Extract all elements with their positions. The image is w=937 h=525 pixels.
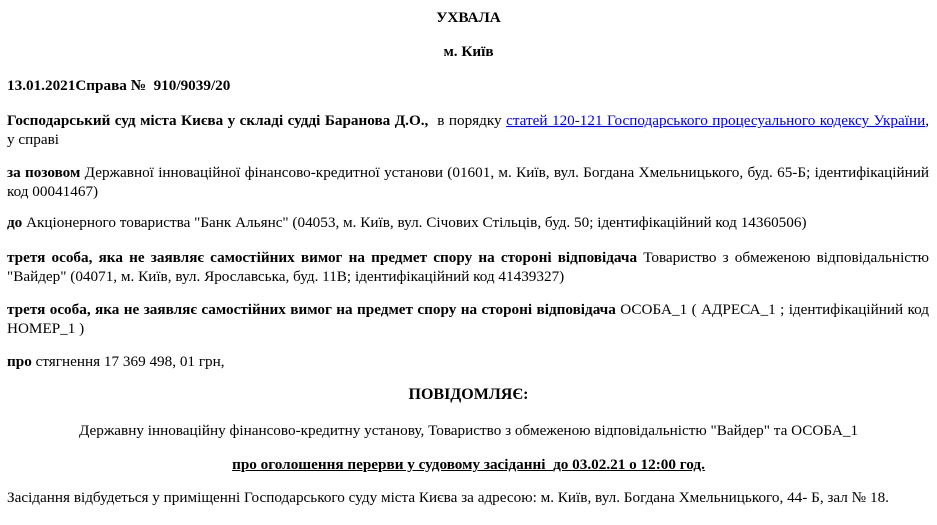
claim-label: про [7, 353, 32, 370]
document-date: 13.01.2021 [7, 77, 76, 94]
addressees: Державну інноваційну фінансово-кредитну установу, Товариство з обмеженою відповідальністю "Вайдер" та ОСОБА_1 [78, 422, 859, 439]
third-party-2-label: третя особа, яка не заявляє самостійних вимог на предмет спору на стороні відповідача [7, 301, 616, 318]
third-party-1-text: Товариство з обмеженою відповідальністю "Вайдер" (04071, м. Київ, вул. Ярославська, буд. 11В; ідентифікаційний код 41439327) [7, 249, 930, 285]
third-party-2-paragraph [7, 300, 929, 338]
break-announcement [0, 455, 937, 474]
court-procedure-text: в порядку [437, 112, 502, 129]
defendant-label: до [7, 214, 23, 231]
notify-heading: ПОВІДОМЛЯЄ: [408, 386, 529, 403]
defendant-paragraph [7, 213, 929, 232]
document-title: УХВАЛА [436, 9, 501, 26]
document-city: м. Київ [443, 43, 494, 60]
third-party-1-label: третя особа, яка не заявляє самостійних вимог на предмет спору на стороні відповідача [7, 249, 638, 266]
defendant-text: Акціонерного товариства "Банк Альянс" (04053, м. Київ, вул. Січових Стільців, буд. 50; ідентифікаційний код 14360506) [26, 214, 807, 231]
claim-paragraph [7, 352, 929, 371]
third-party-2-text: ОСОБА_1 ( АДРЕСА_1 ; ідентифікаційний код НОМЕР_1 ) [7, 301, 929, 337]
case-number: 910/9039/20 [153, 77, 231, 94]
third-party-1-paragraph [7, 248, 929, 286]
case-label: Справа № [75, 77, 146, 94]
break-announcement-text: про оголошення перерви у судовому засіданні [232, 456, 546, 473]
claim-text: стягнення 17 369 498, 01 грн, [35, 353, 225, 370]
plaintiff-label: за позовом [7, 164, 81, 181]
session-paragraph: Засідання відбудеться у приміщенні Господарського суду міста Києва за адресою: м. Київ, вул. Богдана Хмельницького, 44- Б, зал № 18. [7, 489, 889, 506]
court-case-suffix: , у справі [7, 112, 929, 148]
plaintiff-text: Державної інноваційної фінансово-кредитної установи (01601, м. Київ, вул. Богдана Хмельницького, буд. 65-Б; ідентифікаційний код 00041467) [7, 164, 930, 200]
plaintiff-paragraph [7, 163, 929, 201]
break-date-time: до 03.02.21 о 12:00 год. [553, 456, 705, 473]
date-case-line [7, 76, 230, 95]
procedural-code-link[interactable]: статей 120-121 Господарського процесуального кодексу України [506, 112, 926, 129]
court-paragraph [7, 111, 929, 149]
court-composition: Господарський суд міста Києва у складі судді Баранова Д.О., [7, 112, 429, 129]
